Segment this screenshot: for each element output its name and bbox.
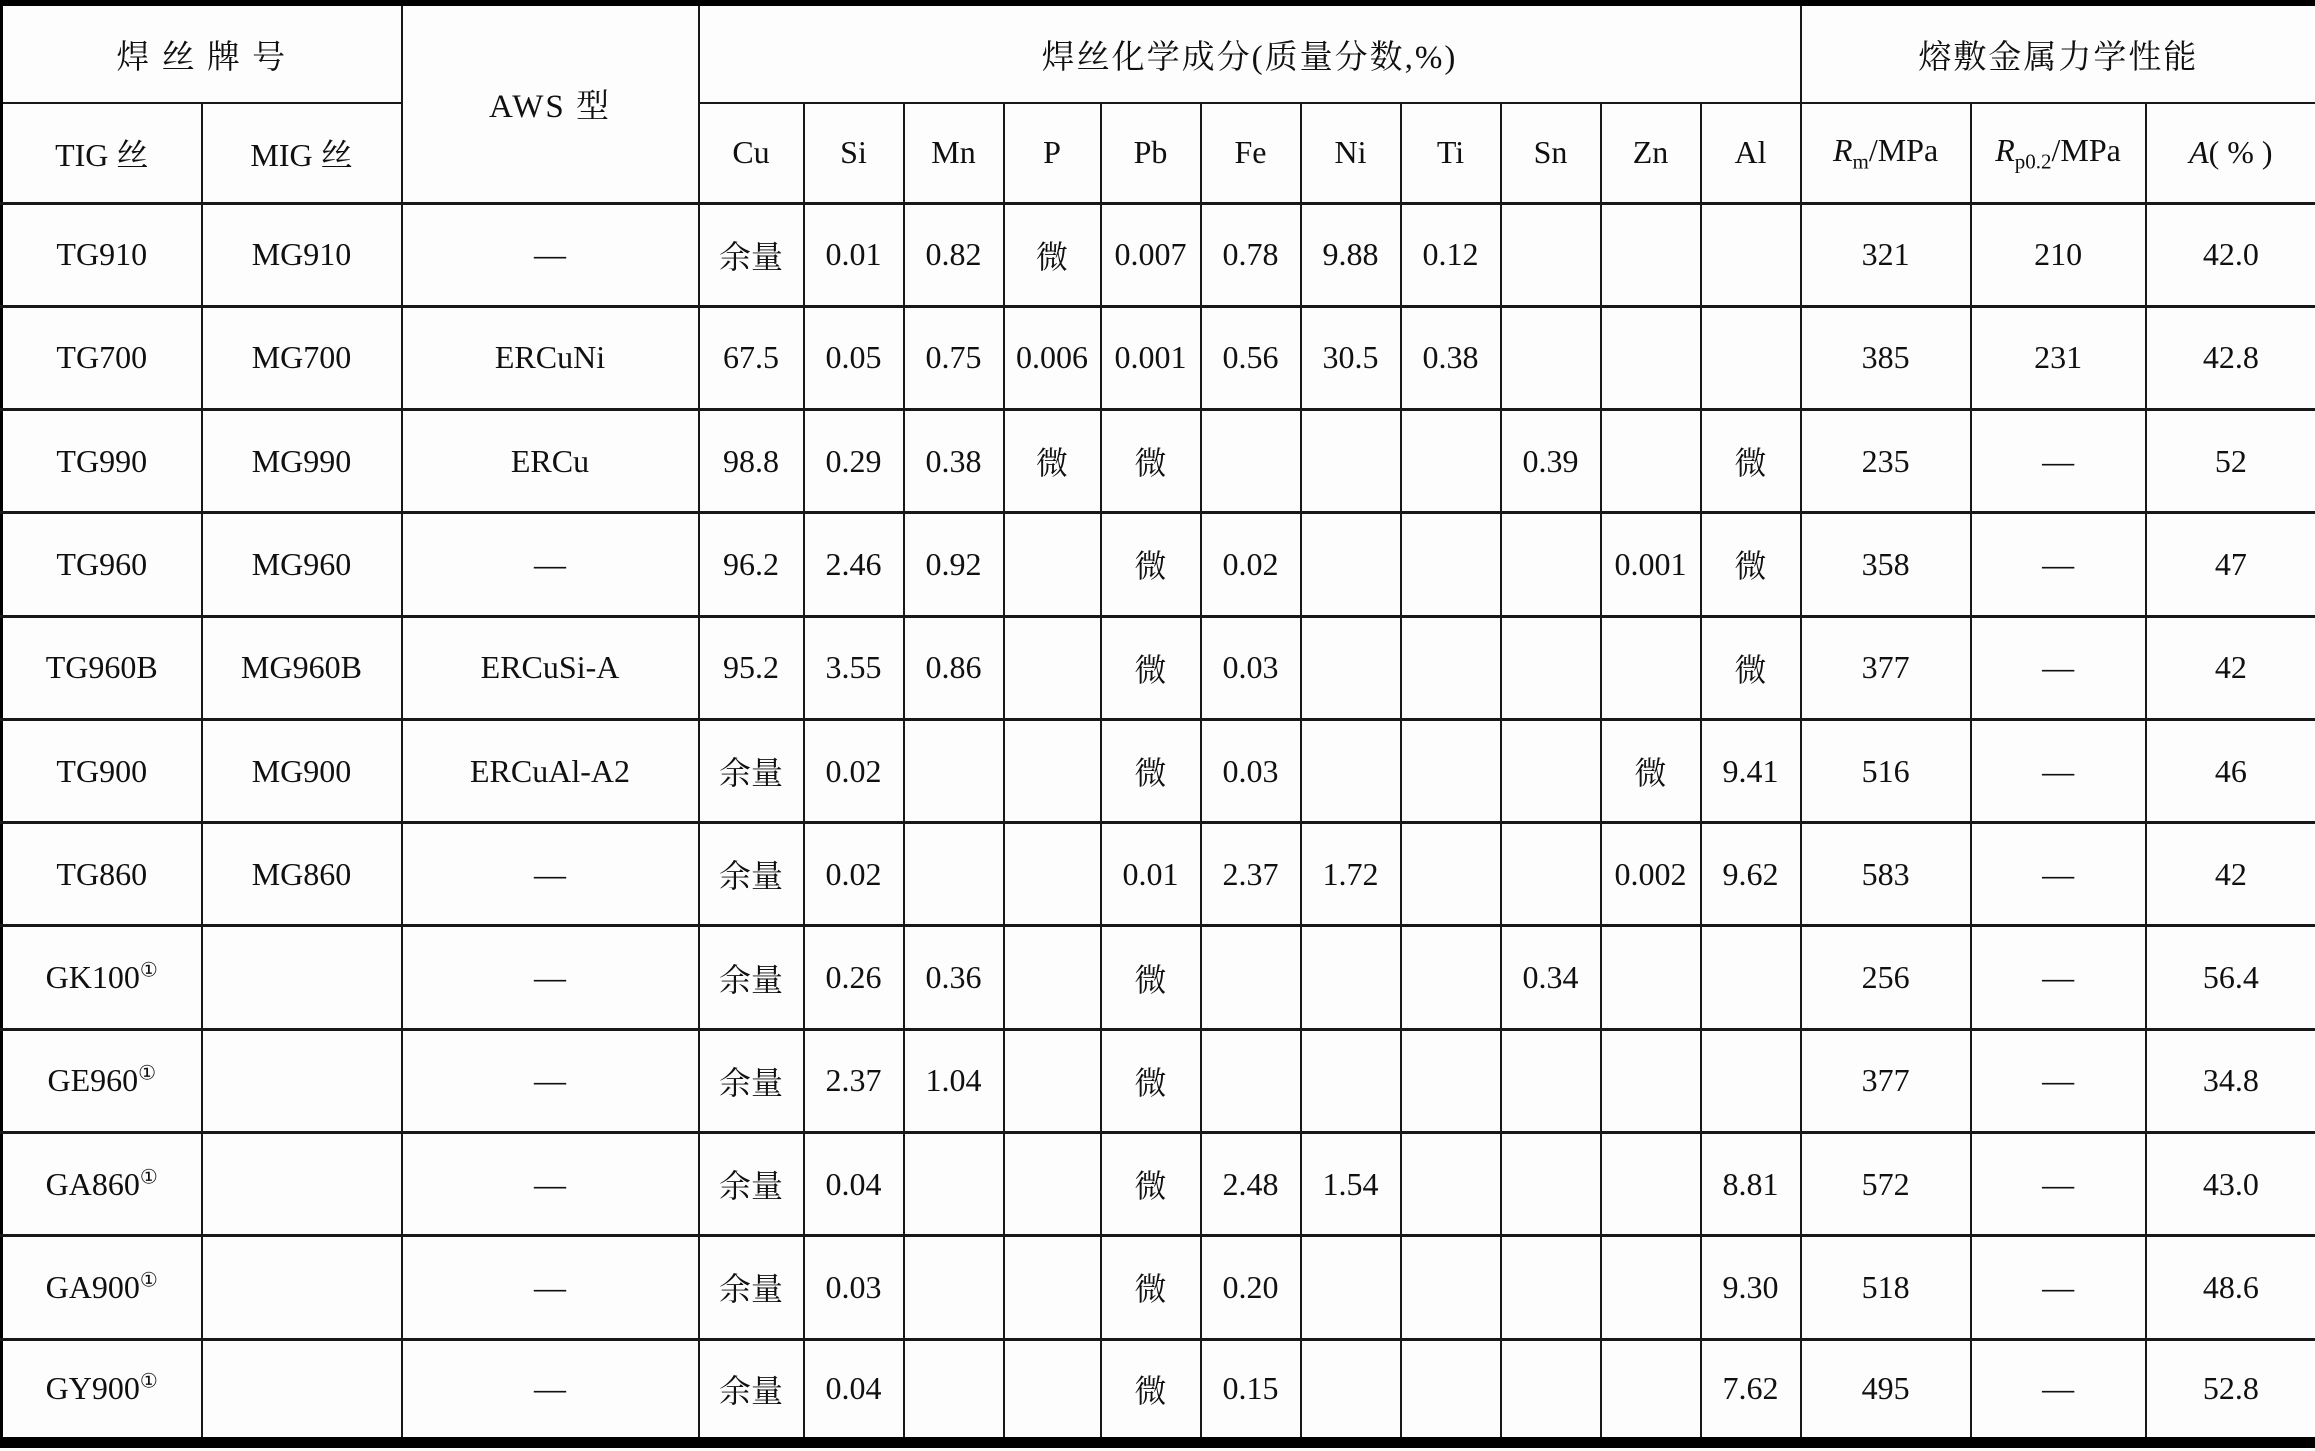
cell-si: 0.04 xyxy=(804,1133,904,1236)
cell-zn: 0.001 xyxy=(1601,513,1701,616)
col-header-rm: $R_m$/MPa xyxy=(1801,103,1971,203)
cell-al: 9.41 xyxy=(1701,719,1801,822)
cell-mn: 0.82 xyxy=(904,203,1004,306)
col-header-cu: Cu xyxy=(699,103,804,203)
cell-ni: 9.88 xyxy=(1301,203,1401,306)
cell-rp02: — xyxy=(1971,616,2146,719)
cell-zn xyxy=(1601,410,1701,513)
cell-ni xyxy=(1301,926,1401,1029)
col-header-a: A( % ) xyxy=(2146,103,2315,203)
cell-rm: 235 xyxy=(1801,410,1971,513)
cell-si: 0.03 xyxy=(804,1236,904,1339)
cell-pb: 微 xyxy=(1101,926,1201,1029)
cell-mig: MG960 xyxy=(202,513,402,616)
cell-rp02: — xyxy=(1971,1133,2146,1236)
table-row xyxy=(2,410,2315,513)
cell-p: 微 xyxy=(1004,410,1101,513)
cell-sn xyxy=(1501,1339,1601,1442)
cell-zn xyxy=(1601,1236,1701,1339)
cell-fe: 0.02 xyxy=(1201,513,1301,616)
cell-tig: GA900① xyxy=(2,1236,202,1339)
cell-mn xyxy=(904,1133,1004,1236)
cell-mn xyxy=(904,719,1004,822)
cell-si: 0.02 xyxy=(804,719,904,822)
footnote-marker: ① xyxy=(139,1370,158,1393)
cell-cu: 余量 xyxy=(699,1339,804,1442)
header-brand-group: 焊 丝 牌 号 xyxy=(2,3,402,103)
cell-rp02: — xyxy=(1971,513,2146,616)
col-header-zn: Zn xyxy=(1601,103,1701,203)
cell-a: 43.0 xyxy=(2146,1133,2315,1236)
cell-a: 46 xyxy=(2146,719,2315,822)
col-header-p: P xyxy=(1004,103,1101,203)
cell-mig xyxy=(202,1029,402,1132)
cell-cu: 67.5 xyxy=(699,306,804,409)
table-row xyxy=(2,926,2315,1029)
cell-zn: 0.002 xyxy=(1601,823,1701,926)
cell-ni xyxy=(1301,1029,1401,1132)
cell-aws: — xyxy=(402,1029,699,1132)
cell-fe: 0.03 xyxy=(1201,719,1301,822)
col-header-ni: Ni xyxy=(1301,103,1401,203)
cell-pb: 0.007 xyxy=(1101,203,1201,306)
cell-ni xyxy=(1301,616,1401,719)
cell-mig: MG910 xyxy=(202,203,402,306)
cell-rm: 256 xyxy=(1801,926,1971,1029)
cell-si: 0.04 xyxy=(804,1339,904,1442)
cell-fe: 2.48 xyxy=(1201,1133,1301,1236)
table-row xyxy=(2,1236,2315,1339)
cell-pb: 微 xyxy=(1101,616,1201,719)
cell-aws: — xyxy=(402,1236,699,1339)
cell-tig: TG960B xyxy=(2,616,202,719)
cell-zn xyxy=(1601,616,1701,719)
cell-a: 56.4 xyxy=(2146,926,2315,1029)
cell-p xyxy=(1004,1029,1101,1132)
cell-cu: 余量 xyxy=(699,719,804,822)
cell-mn: 0.92 xyxy=(904,513,1004,616)
cell-pb: 0.001 xyxy=(1101,306,1201,409)
cell-tig: TG700 xyxy=(2,306,202,409)
cell-rm: 377 xyxy=(1801,616,1971,719)
cell-al: 微 xyxy=(1701,513,1801,616)
cell-mig xyxy=(202,926,402,1029)
table-row xyxy=(2,306,2315,409)
cell-p xyxy=(1004,1339,1101,1442)
cell-sn xyxy=(1501,203,1601,306)
cell-ti: 0.38 xyxy=(1401,306,1501,409)
cell-mn: 0.36 xyxy=(904,926,1004,1029)
cell-rp02: 210 xyxy=(1971,203,2146,306)
footnote-marker: ① xyxy=(139,959,158,982)
cell-fe: 0.78 xyxy=(1201,203,1301,306)
cell-mig xyxy=(202,1339,402,1442)
cell-pb: 微 xyxy=(1101,410,1201,513)
cell-rp02: — xyxy=(1971,823,2146,926)
cell-ni xyxy=(1301,719,1401,822)
cell-sn xyxy=(1501,616,1601,719)
cell-mn xyxy=(904,823,1004,926)
cell-si: 0.29 xyxy=(804,410,904,513)
cell-a: 47 xyxy=(2146,513,2315,616)
table-row xyxy=(2,203,2315,306)
cell-tig: TG900 xyxy=(2,719,202,822)
col-header-tig: TIG 丝 xyxy=(2,103,202,203)
cell-ti: 0.12 xyxy=(1401,203,1501,306)
cell-p xyxy=(1004,1236,1101,1339)
cell-rp02: — xyxy=(1971,1236,2146,1339)
cell-rp02: 231 xyxy=(1971,306,2146,409)
cell-pb: 微 xyxy=(1101,1133,1201,1236)
cell-cu: 余量 xyxy=(699,823,804,926)
cell-p xyxy=(1004,823,1101,926)
cell-aws: — xyxy=(402,1339,699,1442)
cell-a: 52 xyxy=(2146,410,2315,513)
cell-ni xyxy=(1301,1236,1401,1339)
cell-rm: 516 xyxy=(1801,719,1971,822)
col-header-sn: Sn xyxy=(1501,103,1601,203)
cell-al: 微 xyxy=(1701,616,1801,719)
cell-ni xyxy=(1301,1339,1401,1442)
cell-si: 0.01 xyxy=(804,203,904,306)
cell-rp02: — xyxy=(1971,926,2146,1029)
cell-fe xyxy=(1201,410,1301,513)
header-composition-group: 焊丝化学成分(质量分数,%) xyxy=(699,3,1801,103)
cell-rm: 495 xyxy=(1801,1339,1971,1442)
table-row xyxy=(2,616,2315,719)
table-row xyxy=(2,513,2315,616)
cell-a: 42.0 xyxy=(2146,203,2315,306)
cell-aws: — xyxy=(402,513,699,616)
table-row xyxy=(2,823,2315,926)
cell-si: 3.55 xyxy=(804,616,904,719)
col-header-mn: Mn xyxy=(904,103,1004,203)
cell-p xyxy=(1004,616,1101,719)
cell-zn xyxy=(1601,306,1701,409)
cell-rm: 572 xyxy=(1801,1133,1971,1236)
table-row xyxy=(2,719,2315,822)
cell-tig: TG990 xyxy=(2,410,202,513)
cell-fe: 0.03 xyxy=(1201,616,1301,719)
cell-al xyxy=(1701,203,1801,306)
cell-mn: 0.86 xyxy=(904,616,1004,719)
cell-sn xyxy=(1501,1236,1601,1339)
cell-cu: 余量 xyxy=(699,1133,804,1236)
cell-fe xyxy=(1201,1029,1301,1132)
symbol-rp02: R xyxy=(1995,131,2015,168)
header-aws-type: AWS 型 xyxy=(402,3,699,203)
cell-si: 0.26 xyxy=(804,926,904,1029)
footnote-marker: ① xyxy=(139,1269,158,1292)
cell-tig: GA860① xyxy=(2,1133,202,1236)
cell-rm: 321 xyxy=(1801,203,1971,306)
cell-sn xyxy=(1501,306,1601,409)
col-header-ti: Ti xyxy=(1401,103,1501,203)
cell-al xyxy=(1701,1029,1801,1132)
cell-cu: 96.2 xyxy=(699,513,804,616)
cell-mn: 1.04 xyxy=(904,1029,1004,1132)
footnote-marker: ① xyxy=(138,1062,157,1085)
cell-si: 2.46 xyxy=(804,513,904,616)
cell-mig xyxy=(202,1133,402,1236)
cell-rm: 583 xyxy=(1801,823,1971,926)
cell-mig: MG960B xyxy=(202,616,402,719)
cell-rp02: — xyxy=(1971,410,2146,513)
cell-p xyxy=(1004,1133,1101,1236)
cell-zn xyxy=(1601,926,1701,1029)
table-row xyxy=(2,1029,2315,1132)
symbol-rm: R xyxy=(1832,131,1853,168)
cell-cu: 余量 xyxy=(699,1236,804,1339)
cell-zn xyxy=(1601,1133,1701,1236)
table-body xyxy=(2,203,2315,1443)
cell-tig: TG910 xyxy=(2,203,202,306)
cell-fe: 0.20 xyxy=(1201,1236,1301,1339)
col-header-al: Al xyxy=(1701,103,1801,203)
cell-pb: 微 xyxy=(1101,719,1201,822)
cell-mig: MG860 xyxy=(202,823,402,926)
cell-a: 52.8 xyxy=(2146,1339,2315,1442)
cell-al xyxy=(1701,926,1801,1029)
cell-tig: GK100① xyxy=(2,926,202,1029)
cell-al: 9.62 xyxy=(1701,823,1801,926)
cell-aws: — xyxy=(402,926,699,1029)
cell-fe: 0.15 xyxy=(1201,1339,1301,1442)
cell-cu: 95.2 xyxy=(699,616,804,719)
cell-a: 42.8 xyxy=(2146,306,2315,409)
cell-ti xyxy=(1401,616,1501,719)
cell-pb: 微 xyxy=(1101,1236,1201,1339)
cell-aws: ERCuAl-A2 xyxy=(402,719,699,822)
cell-ti xyxy=(1401,1236,1501,1339)
cell-cu: 余量 xyxy=(699,203,804,306)
cell-mig xyxy=(202,1236,402,1339)
cell-rp02: — xyxy=(1971,1339,2146,1442)
cell-tig: GY900① xyxy=(2,1339,202,1442)
cell-zn xyxy=(1601,1029,1701,1132)
cell-aws: ERCuSi-A xyxy=(402,616,699,719)
cell-fe: 0.56 xyxy=(1201,306,1301,409)
cell-rm: 518 xyxy=(1801,1236,1971,1339)
cell-ni xyxy=(1301,410,1401,513)
cell-p xyxy=(1004,926,1101,1029)
cell-fe: 2.37 xyxy=(1201,823,1301,926)
cell-sn xyxy=(1501,1133,1601,1236)
col-header-rp02: $R_{p0.2}$/MPa xyxy=(1971,103,2146,203)
cell-tig: GE960① xyxy=(2,1029,202,1132)
cell-p xyxy=(1004,719,1101,822)
cell-a: 42 xyxy=(2146,616,2315,719)
cell-aws: — xyxy=(402,823,699,926)
footnote-marker: ① xyxy=(139,1166,158,1189)
cell-zn: 微 xyxy=(1601,719,1701,822)
cell-sn xyxy=(1501,513,1601,616)
col-header-si: Si xyxy=(804,103,904,203)
cell-p: 微 xyxy=(1004,203,1101,306)
cell-sn xyxy=(1501,1029,1601,1132)
cell-zn xyxy=(1601,203,1701,306)
cell-pb: 0.01 xyxy=(1101,823,1201,926)
table-row xyxy=(2,1133,2315,1236)
cell-al: 9.30 xyxy=(1701,1236,1801,1339)
cell-rp02: — xyxy=(1971,719,2146,822)
cell-mn: 0.75 xyxy=(904,306,1004,409)
cell-ti xyxy=(1401,1029,1501,1132)
cell-al: 7.62 xyxy=(1701,1339,1801,1442)
cell-mn xyxy=(904,1236,1004,1339)
cell-mig: MG700 xyxy=(202,306,402,409)
cell-sn: 0.39 xyxy=(1501,410,1601,513)
cell-ni xyxy=(1301,513,1401,616)
cell-ti xyxy=(1401,1339,1501,1442)
symbol-a: A xyxy=(2189,134,2209,171)
table-row xyxy=(2,1339,2315,1442)
cell-rp02: — xyxy=(1971,1029,2146,1132)
cell-mn xyxy=(904,1339,1004,1442)
cell-rm: 385 xyxy=(1801,306,1971,409)
cell-al: 8.81 xyxy=(1701,1133,1801,1236)
cell-a: 34.8 xyxy=(2146,1029,2315,1132)
cell-sn: 0.34 xyxy=(1501,926,1601,1029)
cell-mig: MG990 xyxy=(202,410,402,513)
cell-aws: ERCuNi xyxy=(402,306,699,409)
cell-aws: — xyxy=(402,1133,699,1236)
cell-fe xyxy=(1201,926,1301,1029)
cell-ti xyxy=(1401,719,1501,822)
cell-si: 0.02 xyxy=(804,823,904,926)
cell-rm: 358 xyxy=(1801,513,1971,616)
cell-sn xyxy=(1501,719,1601,822)
cell-mig: MG900 xyxy=(202,719,402,822)
cell-a: 48.6 xyxy=(2146,1236,2315,1339)
header-mech-group: 熔敷金属力学性能 xyxy=(1801,3,2315,103)
cell-al xyxy=(1701,306,1801,409)
cell-ni: 1.72 xyxy=(1301,823,1401,926)
cell-cu: 余量 xyxy=(699,926,804,1029)
cell-cu: 98.8 xyxy=(699,410,804,513)
cell-ti xyxy=(1401,513,1501,616)
cell-sn xyxy=(1501,823,1601,926)
cell-ni: 1.54 xyxy=(1301,1133,1401,1236)
cell-ti xyxy=(1401,410,1501,513)
cell-ti xyxy=(1401,926,1501,1029)
cell-ni: 30.5 xyxy=(1301,306,1401,409)
cell-ti xyxy=(1401,1133,1501,1236)
cell-tig: TG860 xyxy=(2,823,202,926)
cell-si: 0.05 xyxy=(804,306,904,409)
col-header-pb: Pb xyxy=(1101,103,1201,203)
cell-al: 微 xyxy=(1701,410,1801,513)
cell-p xyxy=(1004,513,1101,616)
col-header-fe: Fe xyxy=(1201,103,1301,203)
cell-aws: ERCu xyxy=(402,410,699,513)
cell-mn: 0.38 xyxy=(904,410,1004,513)
cell-pb: 微 xyxy=(1101,1339,1201,1442)
cell-a: 42 xyxy=(2146,823,2315,926)
cell-aws: — xyxy=(402,203,699,306)
cell-zn xyxy=(1601,1339,1701,1442)
col-header-mig: MIG 丝 xyxy=(202,103,402,203)
cell-ti xyxy=(1401,823,1501,926)
cell-pb: 微 xyxy=(1101,513,1201,616)
cell-p: 0.006 xyxy=(1004,306,1101,409)
cell-cu: 余量 xyxy=(699,1029,804,1132)
cell-pb: 微 xyxy=(1101,1029,1201,1132)
cell-tig: TG960 xyxy=(2,513,202,616)
cell-si: 2.37 xyxy=(804,1029,904,1132)
cell-rm: 377 xyxy=(1801,1029,1971,1132)
